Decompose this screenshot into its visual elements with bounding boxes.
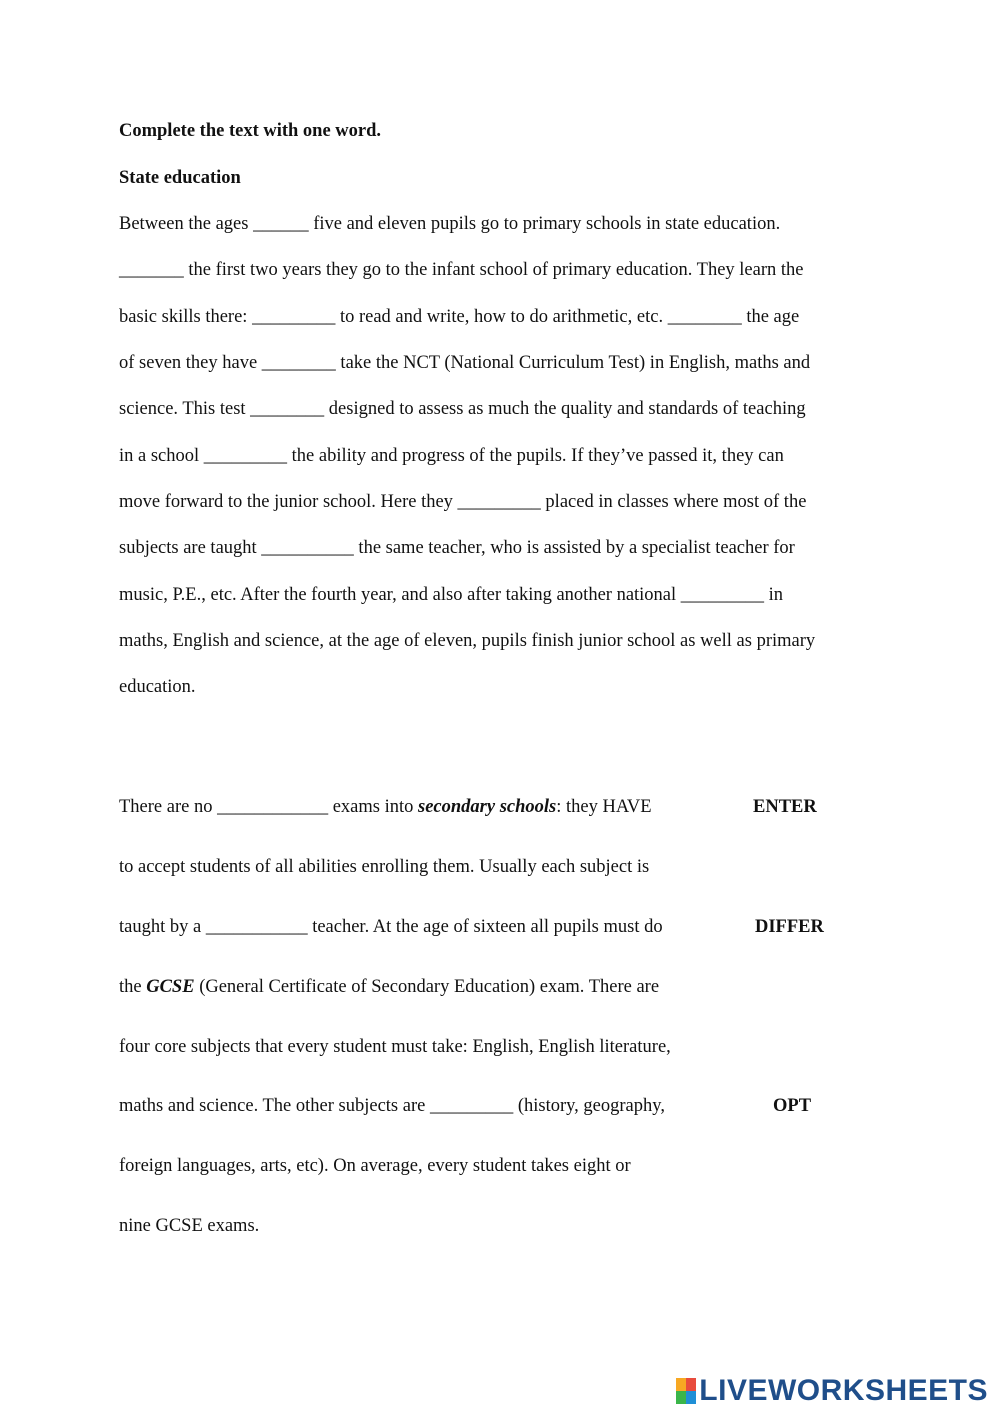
liveworksheets-logo-icon	[676, 1378, 696, 1404]
section-heading: State education	[119, 168, 241, 188]
part1-line-4: of seven they have ________ take the NCT (National Curriculum Test) in English, maths and	[119, 353, 811, 373]
part2-line-2: to accept students of all abilities enrolling them. Usually each subject is	[119, 857, 650, 877]
part2-line-4-start: the	[119, 977, 147, 997]
part1-line-6: in a school _________ the ability and progress of the pupils. If they’ve passed it, they can	[119, 446, 784, 466]
part2-line-6: maths and science. The other subjects are _________ (history, geography,	[119, 1096, 665, 1116]
part2-line-1-start: There are no ____________ exams into	[119, 797, 419, 817]
part1-line-3: basic skills there: _________ to read and write, how to do arithmetic, etc. ________ the age	[119, 307, 800, 327]
part2-line-3: taught by a ___________ teacher. At the age of sixteen all pupils must do	[119, 917, 663, 937]
logo-square-3	[676, 1391, 686, 1404]
part2-line-5: four core subjects that every student must take: English, English literature,	[119, 1037, 671, 1057]
part1-line-7: move forward to the junior school. Here they _________ placed in classes where most of the	[119, 492, 807, 512]
liveworksheets-brand	[676, 1376, 988, 1406]
part1-line-5: science. This test ________ designed to assess as much the quality and standards of teaching	[119, 399, 806, 419]
logo-square-1	[676, 1378, 686, 1391]
part2-line-4-end: (General Certificate of Secondary Education) exam. There are	[194, 977, 660, 997]
part1-line-2: _______ the first two years they go to the infant school of primary education. They learn the	[119, 260, 804, 280]
logo-square-2	[686, 1378, 696, 1391]
part1-line-9: music, P.E., etc. After the fourth year, and also after taking another national _________ in	[119, 585, 784, 605]
brand-name: LIVEWORKSHEETS	[699, 1374, 988, 1407]
emphasis-secondary-schools: secondary schools	[418, 797, 557, 817]
part2-line-1	[119, 795, 652, 819]
part2-line-8: nine GCSE exams.	[119, 1216, 260, 1236]
word-bank-differ: DIFFER	[755, 917, 824, 937]
part2-line-4	[119, 975, 659, 999]
logo-square-4	[686, 1391, 696, 1404]
part1-line-11: education.	[119, 677, 196, 697]
part1-line-1: Between the ages ______ five and eleven pupils go to primary schools in state education.	[119, 214, 781, 234]
word-bank-opt: OPT	[773, 1096, 812, 1116]
word-bank-enter: ENTER	[753, 797, 817, 817]
part1-line-10: maths, English and science, at the age of eleven, pupils finish junior school as well as primary	[119, 631, 816, 651]
emphasis-gcse: GCSE	[146, 977, 195, 997]
part1-line-8: subjects are taught __________ the same teacher, who is assisted by a specialist teacher for	[119, 538, 795, 558]
instruction-text: Complete the text with one word.	[119, 121, 382, 141]
part2-line-1-end: : they HAVE	[556, 797, 652, 817]
part2-line-7: foreign languages, arts, etc). On average, every student takes eight or	[119, 1156, 631, 1176]
